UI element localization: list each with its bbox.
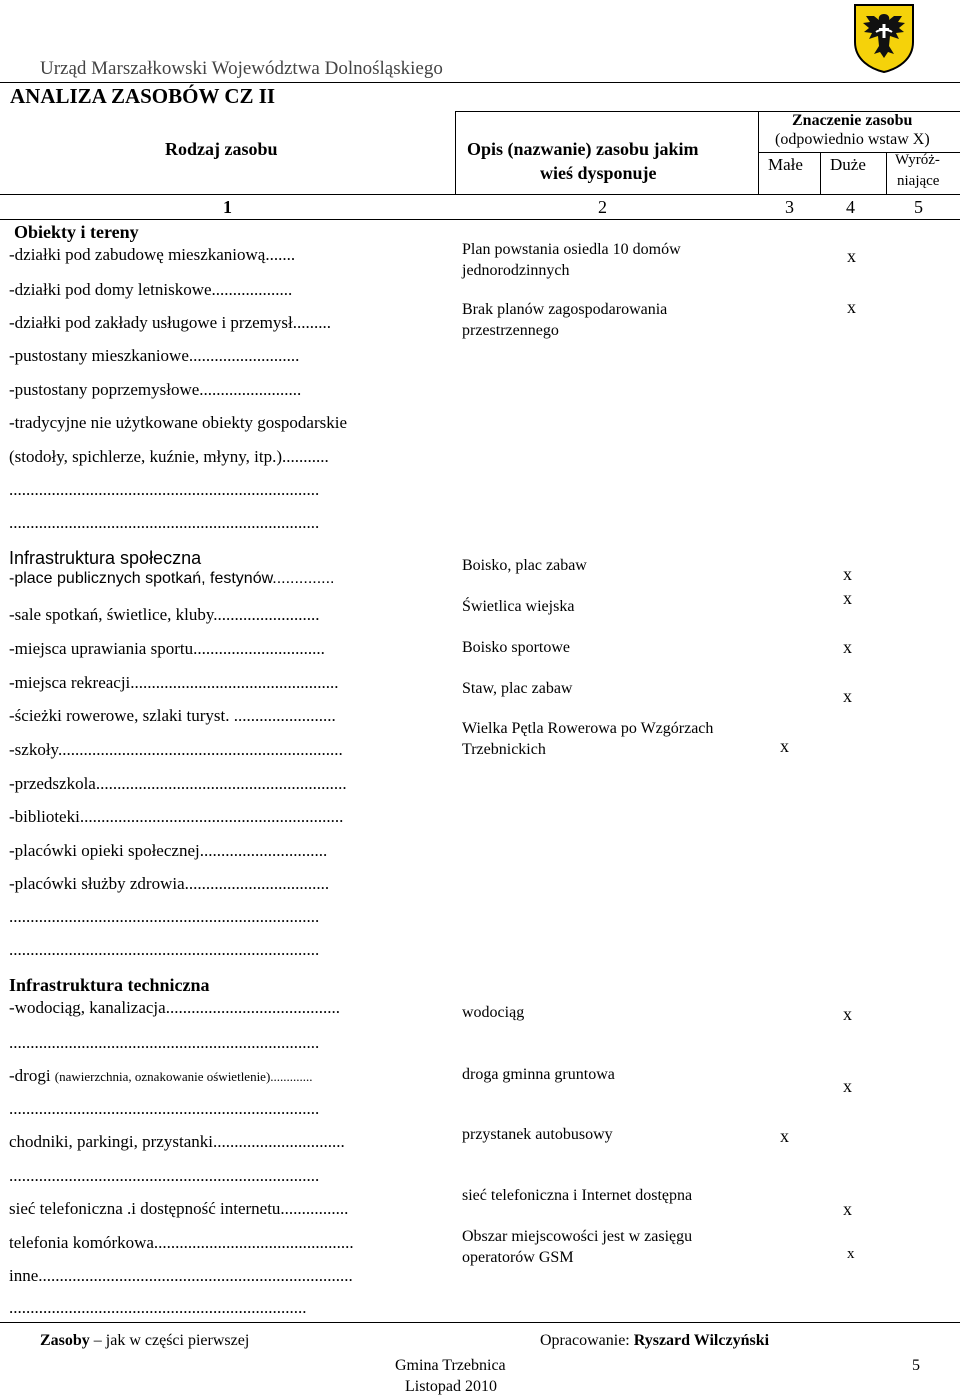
list-item: -działki pod zakłady usługowe i przemysł.........	[9, 313, 331, 332]
list-item: sieć telefoniczna .i dostępność internetu................	[9, 1199, 349, 1218]
list-item-note: (nawierzchnia, oznakowanie oświetlenie).............	[54, 1069, 313, 1084]
mark-small: x	[780, 736, 789, 756]
col-number-5: 5	[914, 197, 923, 217]
list-item: -wodociąg, kanalizacja.........................................	[9, 998, 340, 1017]
list-item: inne..........................................................................	[9, 1266, 353, 1285]
list-item: -placówki służby zdrowia..................................	[9, 874, 330, 893]
list-item: chodniki, parkingi, przystanki...............................	[9, 1132, 345, 1151]
col-number-3: 3	[785, 197, 794, 217]
section-title-social: Infrastruktura społeczna	[9, 548, 202, 568]
mark-large: x	[847, 297, 856, 317]
mark-large: x	[847, 1246, 855, 1262]
list-item-main: -drogi	[9, 1066, 55, 1085]
col-number-4: 4	[846, 197, 855, 217]
col-header-group: Znaczenie zasobu	[792, 112, 913, 129]
mark-small: x	[780, 1126, 789, 1146]
desc-line: jednorodzinnych	[462, 262, 570, 279]
list-item: -ścieżki rowerowe, szlaki turyst. ........................	[9, 706, 336, 725]
list-item: .........................................................................	[9, 1166, 320, 1185]
desc-line: operatorów GSM	[462, 1249, 574, 1266]
logo	[852, 2, 916, 74]
mark-large: x	[843, 686, 852, 706]
desc-line: przestrzennego	[462, 322, 559, 339]
desc-line: Wielka Pętla Rowerowa po Wzgórzach	[462, 720, 714, 737]
col-divider-4	[886, 152, 887, 195]
list-item: ......................................................................	[9, 1298, 307, 1317]
col-header-small: Małe	[768, 155, 803, 174]
page-number: 5	[912, 1357, 920, 1374]
list-item	[9, 1066, 313, 1086]
desc-line: Staw, plac zabaw	[462, 680, 573, 697]
col-header-large: Duże	[830, 155, 866, 174]
list-item: .........................................................................	[9, 907, 320, 926]
header-rule-mid	[0, 194, 960, 195]
desc-line: Obszar miejscowości jest w zasięgu	[462, 1228, 693, 1245]
desc-line: droga gminna gruntowa	[462, 1066, 615, 1083]
list-item: -place publicznych spotkań, festynów..............	[9, 570, 335, 587]
list-item: -miejsca rekreacji.................................................	[9, 673, 339, 692]
list-item: .........................................................................	[9, 940, 320, 959]
eagle-coat-of-arms-icon	[852, 2, 916, 74]
list-item: .........................................................................	[9, 1033, 320, 1052]
footer-author	[540, 1332, 769, 1350]
list-item: -tradycyjne nie użytkowane obiekty gospodarskie	[9, 413, 348, 432]
section-title-technical: Infrastruktura techniczna	[9, 975, 210, 995]
col-divider-1	[455, 111, 456, 195]
col-number-2: 2	[598, 197, 607, 217]
col-header-desc-1: Opis (nazwanie) zasobu jakim	[467, 139, 699, 159]
mark-large: x	[847, 246, 856, 266]
list-item: -działki pod zabudowę mieszkaniową.......	[9, 245, 296, 264]
list-item: -przedszkola...........................................................	[9, 774, 347, 793]
desc-line: Boisko, plac zabaw	[462, 557, 587, 574]
document-title: ANALIZA ZASOBÓW CZ II	[10, 84, 276, 108]
desc-line: Plan powstania osiedla 10 domów	[462, 241, 681, 258]
list-item: -pustostany poprzemysłowe........................	[9, 380, 302, 399]
desc-line: Brak planów zagospodarowania	[462, 301, 668, 318]
footer-author-label: Opracowanie:	[540, 1332, 634, 1349]
mark-large: x	[843, 1004, 852, 1024]
col-divider-3	[820, 152, 821, 195]
col-header-type: Rodzaj zasobu	[165, 139, 278, 159]
list-item: -pustostany mieszkaniowe..........................	[9, 346, 300, 365]
section-title-objects: Obiekty i tereny	[14, 222, 139, 242]
col-header-distinct-2: niające	[897, 173, 940, 189]
desc-line: przystanek autobusowy	[462, 1126, 613, 1143]
desc-line: sieć telefoniczna i Internet dostępna	[462, 1187, 693, 1204]
list-item: -szkoły...................................................................	[9, 740, 343, 759]
footer-left	[40, 1332, 249, 1350]
list-item: .........................................................................	[9, 1099, 320, 1118]
list-item: telefonia komórkowa...............................................	[9, 1233, 354, 1252]
col-number-1: 1	[223, 197, 232, 217]
footer-left-text: – jak w części pierwszej	[89, 1332, 250, 1349]
desc-line: wodociąg	[462, 1004, 525, 1021]
list-item: .........................................................................	[9, 480, 320, 499]
list-item: -działki pod domy letniskowe...................	[9, 280, 293, 299]
list-item: -sale spotkań, świetlice, kluby.........................	[9, 605, 320, 624]
footer-author-name: Ryszard Wilczyński	[633, 1332, 770, 1349]
mark-large: x	[843, 1199, 852, 1219]
footer-rule	[0, 1322, 960, 1323]
list-item: -placówki opieki społecznej..............................	[9, 841, 328, 860]
mark-large: x	[843, 1076, 852, 1096]
list-item: -biblioteki..............................................................	[9, 807, 344, 826]
mark-large: x	[843, 564, 852, 584]
office-name: Urząd Marszałkowski Województwa Dolnośląskiego	[40, 58, 443, 79]
footer-date: Listopad 2010	[405, 1378, 497, 1395]
footer-left-bold: Zasoby	[40, 1332, 90, 1349]
header-rule-bottom	[0, 219, 960, 220]
footer-municipality: Gmina Trzebnica	[395, 1357, 506, 1374]
col-divider-2	[758, 111, 759, 195]
col-header-group-sub: (odpowiednio wstaw X)	[775, 131, 930, 148]
list-item: -miejsca uprawiania sportu...............................	[9, 639, 325, 658]
desc-line: Boisko sportowe	[462, 639, 570, 656]
col-header-distinct-1: Wyróż-	[895, 152, 940, 168]
col-header-desc-2: wieś dysponuje	[540, 163, 657, 183]
desc-line: Świetlica wiejska	[462, 598, 575, 615]
list-item: .........................................................................	[9, 513, 320, 532]
list-item: (stodoły, spichlerze, kuźnie, młyny, itp.)...........	[9, 447, 329, 466]
mark-large: x	[843, 588, 852, 608]
desc-line: Trzebnickich	[462, 741, 546, 758]
mark-large: x	[843, 637, 852, 657]
title-top-rule	[0, 82, 960, 83]
